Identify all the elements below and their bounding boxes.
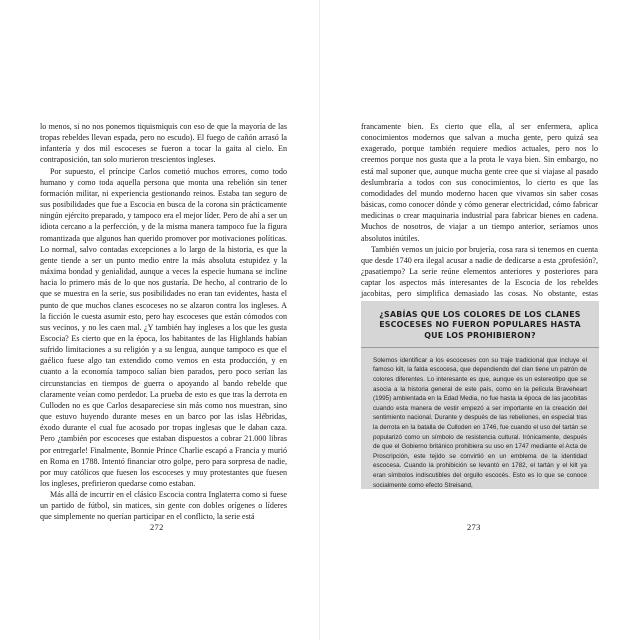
page-number-right: 273 bbox=[467, 522, 481, 532]
left-paragraph-3: Más allá de incurrir en el clásico Escocia contra Inglaterra como si fuese un partido de fútbol, sin matices, sin gente con dobles orígenes o líderes que simplemente no querían participar en el conflicto, la serie está bbox=[40, 490, 287, 522]
right-page-body bbox=[361, 121, 598, 311]
right-paragraph-2: También vemos un juicio por brujería, cosa rara si tenemos en cuenta que desde 1740 era ilegal acusar a nadie de dedicarse a esta ¿profesión?, ¿pasatiempo? La serie reúne elementos anteriores y posteriores para captar los aspectos más interesantes de la Escocia de los rebeldes jacobitas, pero simplifica demasiado las cosas. No obstante, estas bbox=[361, 244, 598, 299]
sidebar-body bbox=[373, 356, 587, 490]
left-paragraph-2: Por supuesto, el príncipe Carlos cometió muchos errores, como todo humano y como toda aquella persona que monta una rebelión sin tener formación militar, ni experiencia gestionando reinos. Estaba tan seguro de sus posibilidades que fue a Escocia en busca de la corona sin prácticamente ningún ejército preparado, y tampoco era el mejor líder. Pero de ahí a ser un idiota cercano a la perfección, y de la misma manera tampoco fue la figura romantizada que algunos han querido promover por motivaciones políticas. Lo normal, salvo contadas excepciones a lo largo de la historia, es que la gente tiende a ser un punto medio entre la más absoluta estupidez y la máxima bondad y genialidad, aunque a veces la especie humana se incline hacia lo primero más de lo que nos gustaría. De hecho, al contrario de lo que se muestra en la serie, sus posibilidades no eran tan evidentes, hasta el punto de que muchos clanes escoceses no se alzaron contra los ingleses. A la ficción le cuesta asumir esto, pero hay escoceses que están cómodos con sus vecinos, y no les caen mal. ¿Y también hay ingleses a los que les gusta Escocia? Es cierto que en la época, los habitantes de las Highlands habían sufrido limitaciones a su religión y a su lengua, aunque tampoco es que el gaélico fuese algo tan extendido como vemos en esta producción, y en cuanto a la economía tampoco salían bien parados, pero poco serían las circunstancias en tiempos de guerra o apoyando al bando rebelde que claramente veían como perdedor. La prueba de esto es que tras la derrota en Culloden no es que Carlos desapareciese sin más como nos muestran, sino que estuvo huyendo durante meses en un barco por las islas Hébridas, éxodo durante el cual fue acosado por tropas inglesas que le daban caza. Pero ¿también por escoceses que estaban dispuestos a cobrar 21.000 libras por entregarle! Finalmente, Bonnie Prince Charlie escapó a Francia y murió en Roma en 1788. Intentó financiar otro golpe, pero para sorpresa de nadie, por muy católicos que fuesen los escoceses y muy protestantes que fuesen los ingleses, prefirieron quedarse como estaban. bbox=[40, 166, 287, 488]
right-paragraph-1: francamente bien. Es cierto que ella, al ser enfermera, aplica conocimientos modernos que salvan a mucha gente, pero quizá sea exagerado, porque también requiere medios actuales, pero nos lo creemos porque nos gusta que a la prota le vaya bien. Sin embargo, no está mal suponer que, aunque mucha gente cree que si viajase al pasado deslumbraría a todos con sus conocimientos, lo cierto es que las comodidades del mundo moderno hacen que vivamos sin saber cosas básicas, como conocer dónde y cómo generar electricidad, cómo fabricar medicinas o crear maquinaria industrial para fabricar bienes en cadena. Muchos de nosotros, de viajar a un tiempo anterior, seríamos unos absolutos inútiles. bbox=[361, 122, 598, 243]
left-paragraph-1: lo menos, si no nos ponemos tiquismiquis con eso de que la mayoría de las tropas rebeldes llevan espada, pero no escudo). El fuego de cañón arrasó la infantería y dos mil escoceses se fueron a tocar la gaita al cielo. En contraposición, tan solo murieron trescientos ingleses. bbox=[40, 122, 287, 165]
sidebar-divider bbox=[361, 347, 599, 348]
left-page-body bbox=[40, 121, 287, 523]
sidebar-paragraph: Solemos identificar a los escoceses con su traje tradicional que incluye el famoso kilt, la falda escocesa, que dependiendo del clan tiene un patrón de colores diferentes. Lo interesante es que, aunque es un estereotipo que se asocia a la historia general de este país, como en la película Braveheart (1995) ambientada en la Edad Media, no fue hasta la época de las jacobitas cuando esta manera de vestir empezó a ser importante en la creación del sentimiento nacional. Durante y después de las rebeliones, en especial tras la derrota en la batalla de Culloden en 1746, fue cuando el uso del tartán se popularizó como un símbolo de resistencia cultural. Irónicamente, después de que el Gobierno británico prohibiera su uso en 1747 mediante el Acta de Proscripción, este tejido se convirtió en un emblema de la identidad escocesa. Cuando la prohibición se levantó en 1782, el tartán y el kilt ya eran símbolos indiscutibles del orgullo escocés. Esto es lo que se conoce socialmente como efecto Streisand, bbox=[373, 356, 587, 489]
page-number-left: 272 bbox=[150, 522, 164, 532]
sidebar-box bbox=[361, 301, 599, 489]
sidebar-title: ¿SABÍAS QUE LOS COLORES DE LOS CLANES ESCOCESES NO FUERON POPULARES HASTA QUE LOS PROHIBIERON? bbox=[379, 310, 581, 340]
